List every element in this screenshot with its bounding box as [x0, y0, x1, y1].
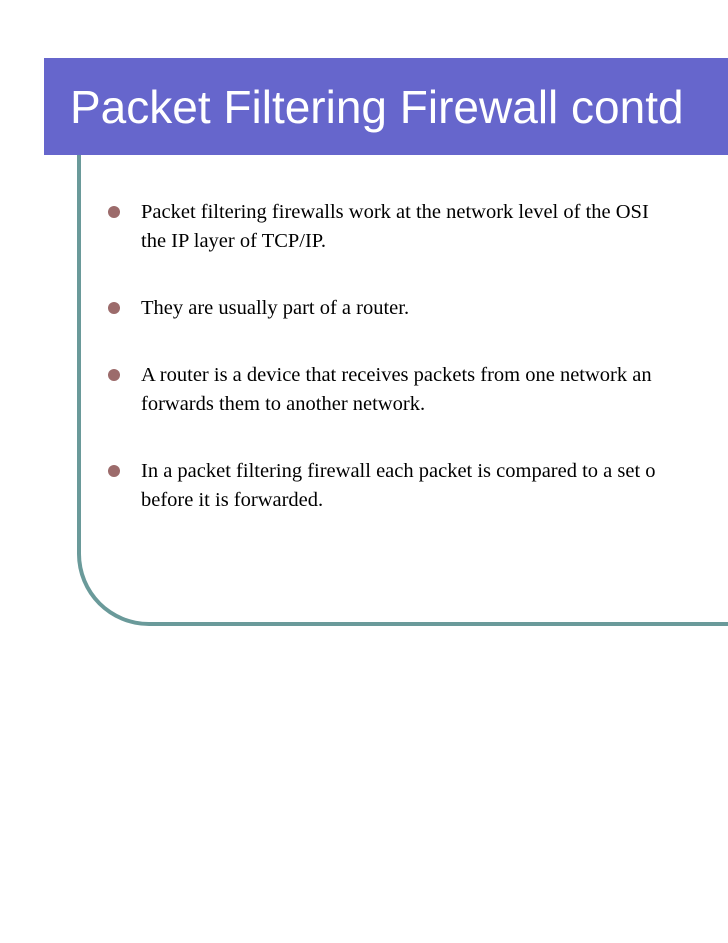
slide-title: Packet Filtering Firewall contd [70, 81, 684, 133]
bullet-dot-icon [108, 369, 120, 381]
bullet-line: In a packet filtering firewall each packet is compared to a set o [141, 460, 656, 482]
bullet-dot-icon [108, 206, 120, 218]
bullet-dot-icon [108, 465, 120, 477]
bullet-line: forwards them to another network. [141, 393, 426, 415]
bullet-line: A router is a device that receives packets from one network an [141, 364, 652, 386]
bullet-line: They are usually part of a router. [141, 297, 410, 319]
title-bar [44, 58, 728, 155]
bullet-item-2 [105, 294, 728, 323]
bullet-list [105, 198, 728, 553]
bullet-dot-icon [108, 302, 120, 314]
bullet-item-3 [105, 361, 728, 419]
bullet-line: Packet filtering firewalls work at the network level of the OSI [141, 201, 649, 223]
bullet-item-1 [105, 198, 728, 256]
bullet-line: before it is forwarded. [141, 489, 324, 511]
bullet-line: the IP layer of TCP/IP. [141, 230, 327, 252]
bullet-item-4 [105, 457, 728, 515]
